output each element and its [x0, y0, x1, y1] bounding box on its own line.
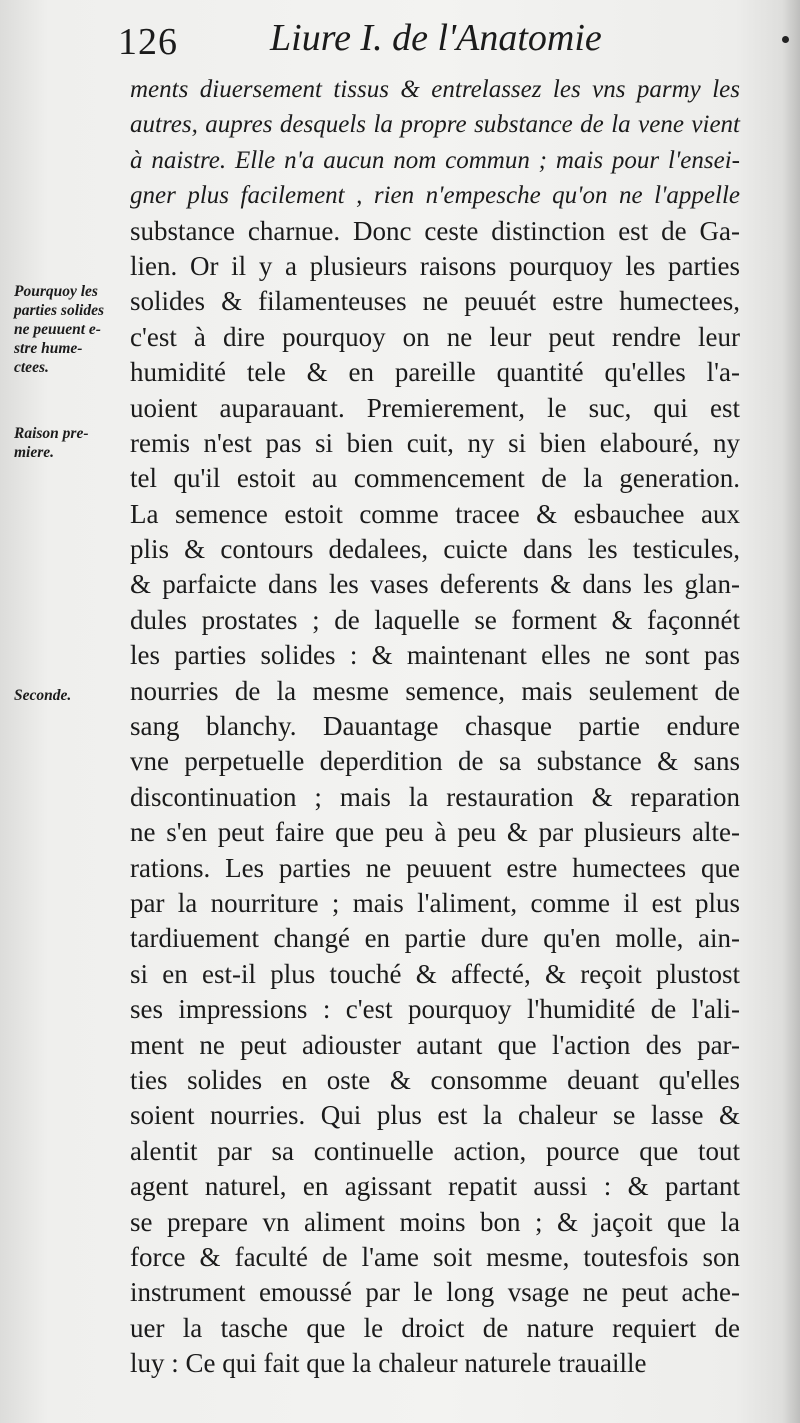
text-line: se prepare vn aliment moins bon ; & jaçoit que la [130, 1206, 740, 1237]
text-line: alentit par sa continuelle action, pource que tout [130, 1135, 740, 1166]
text-line: les parties solides : & maintenant elles ne sont pas [130, 640, 740, 671]
text-line: plis & contours dedalees, cuicte dans les testicules, [130, 534, 740, 565]
text-line: agent naturel, en agissant repatit aussi : & partant [130, 1171, 740, 1202]
text-line: soient nourries. Qui plus est la chaleur se lasse & [130, 1100, 740, 1131]
text-line: rations. Les parties ne peuuent estre humectees que [130, 852, 740, 883]
text-line: dules prostates ; de laquelle se forment & façonnét [130, 604, 740, 635]
page-edge-shadow [782, 0, 800, 1423]
text-line: tel qu'il estoit au commencement de la generation. [130, 463, 740, 494]
margin-note-seconde [14, 686, 126, 705]
body-text [130, 72, 740, 1381]
text-line: ses impressions : c'est pourquoy l'humidité de l'ali- [130, 994, 740, 1025]
margin-note-line: miere. [14, 444, 55, 461]
text-line: sang blanchy. Dauantage chasque partie endure [130, 711, 740, 742]
text-line: discontinuation ; mais la restauration & reparation [130, 781, 740, 812]
text-line: remis n'est pas si bien cuit, ny si bien elabouré, ny [130, 427, 740, 458]
text-line: ties solides en oste & consomme deuant qu'elles [130, 1064, 740, 1095]
margin-note-pourquoy [14, 282, 126, 377]
text-line: instrument emoussé par le long vsage ne peut ache- [130, 1277, 740, 1308]
text-line: uoient auparauant. Premierement, le suc, qui est [130, 392, 740, 423]
text-line: tardiuement changé en partie dure qu'en molle, ain- [130, 923, 740, 954]
text-line: ments diuersement tissus & entrelassez les vns parmy les [130, 76, 740, 103]
text-line: luy : Ce qui fait que la chaleur naturele trauaille [130, 1348, 647, 1379]
running-title: Liure I. de l'Anatomie [270, 17, 602, 59]
margin-note-line: Raison pre- [14, 425, 89, 442]
text-line: gner plus facilement , rien n'empesche qu'on ne l'appelle [130, 182, 740, 210]
text-line: ment ne peut adiouster autant que l'action des par- [130, 1029, 740, 1060]
margin-note-line: parties solides [14, 302, 104, 319]
text-line: vne perpetuelle deperdition de sa substance & sans [130, 746, 740, 777]
ink-dot-mark [782, 36, 789, 43]
text-line: autres, aupres desquels la propre substance de la vene vient [130, 111, 740, 139]
text-line: La semence estoit comme tracee & esbauchee aux [130, 498, 740, 529]
margin-note-line: Seconde. [14, 687, 72, 704]
text-line: & parfaicte dans les vases deferents & dans les glan- [130, 569, 740, 600]
margin-note-line: ctees. [14, 359, 49, 376]
page-number: 126 [118, 21, 178, 63]
margin-note-line: ne peuuent e- [14, 321, 101, 338]
text-line: substance charnue. Donc ceste distinction est de Ga- [130, 215, 740, 246]
text-line: lien. Or il y a plusieurs raisons pourquoy les parties [130, 250, 740, 281]
margin-note-raison-premiere [14, 424, 126, 462]
text-line: par la nourriture ; mais l'aliment, comme il est plus [130, 887, 740, 918]
text-line: c'est à dire pourquoy on ne leur peut rendre leur [130, 321, 740, 352]
text-line: à naistre. Elle n'a aucun nom commun ; mais pour l'ensei- [130, 146, 740, 174]
text-line: humidité tele & en pareille quantité qu'elles l'a- [130, 357, 740, 388]
text-line: force & faculté de l'ame soit mesme, toutesfois son [130, 1241, 740, 1272]
text-line: uer la tasche que le droict de nature requiert de [130, 1312, 740, 1343]
margin-note-line: stre hume- [14, 340, 83, 357]
text-line: solides & filamenteuses ne peuuét estre humectees, [130, 286, 740, 317]
text-line: ne s'en peut faire que peu à peu & par plusieurs alte- [130, 817, 740, 848]
text-line: nourries de la mesme semence, mais seulement de [130, 675, 740, 706]
text-line: si en est-il plus touché & affecté, & reçoit plustost [130, 958, 740, 989]
margin-note-line: Pourquoy les [14, 283, 98, 300]
